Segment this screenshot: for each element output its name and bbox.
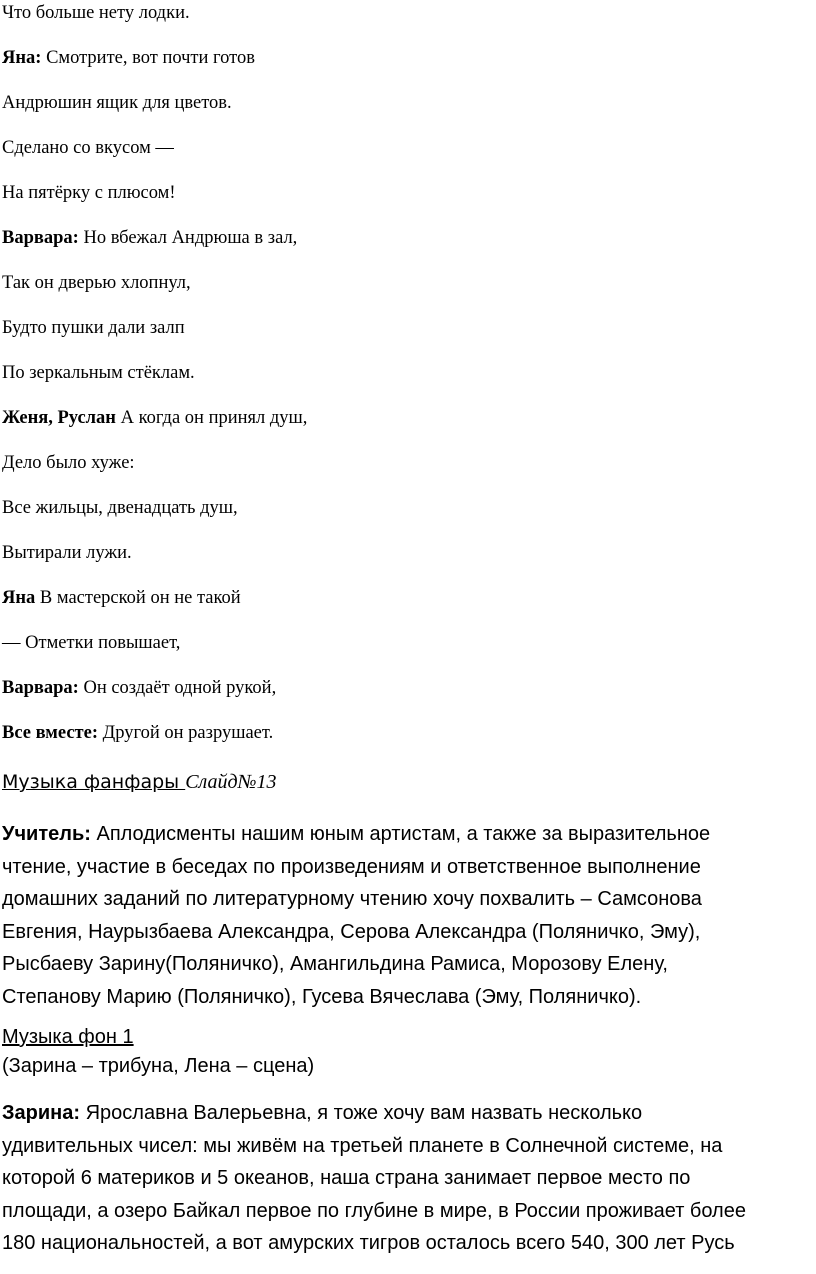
speaker-label: Яна: xyxy=(2,48,42,68)
paragraph-line: удивительных чисел: мы живём на третьей планете в Солнечной системе, на xyxy=(2,1134,723,1157)
speaker-label: Варвара: xyxy=(2,228,79,248)
paragraph-line: которой 6 материков и 5 океанов, наша страна занимает первое место по xyxy=(2,1167,691,1190)
verse-line xyxy=(2,2,190,24)
verse-line xyxy=(2,722,273,744)
verse-text: Андрюшин ящик для цветов. xyxy=(2,93,232,113)
verse-text: Так он дверью хлопнул, xyxy=(2,273,191,293)
verse-text: Другой он разрушает. xyxy=(98,723,274,743)
verse-line xyxy=(2,272,191,294)
verse-text: В мастерской он не такой xyxy=(35,588,241,608)
verse-text: Он создаёт одной рукой, xyxy=(78,678,277,698)
verse-line xyxy=(2,677,276,699)
paragraph-line: Степанову Марию (Поляничко), Гусева Вячеслава (Эму, Поляничко). xyxy=(2,985,642,1008)
music-fanfare-heading xyxy=(2,770,276,794)
verse-line xyxy=(2,407,307,429)
paragraph-text: Ярославна Валерьевна, я тоже хочу вам назвать несколько xyxy=(80,1102,643,1124)
verse-text: Сделано со вкусом — xyxy=(2,138,174,158)
music-label: Музыка фанфары xyxy=(2,771,186,793)
zarina-paragraph xyxy=(2,1097,802,1260)
verse-text: Вытирали лужи. xyxy=(2,543,132,563)
verse-text: Будто пушки дали залп xyxy=(2,318,185,338)
verse-text: На пятёрку с плюсом! xyxy=(2,183,176,203)
verse-text: Дело было хуже: xyxy=(2,453,135,473)
verse-text: Смотрите, вот почти готов xyxy=(41,48,255,68)
slide-number: Слайд№13 xyxy=(185,771,277,793)
verse-line xyxy=(2,47,255,69)
speaker-label: Варвара: xyxy=(2,678,79,698)
verse-text: — Отметки повышает, xyxy=(2,633,181,653)
verse-line xyxy=(2,632,180,654)
verse-text: Все жильцы, двенадцать душ, xyxy=(2,498,238,518)
speaker-label: Женя, Руслан xyxy=(2,408,116,428)
paragraph-line xyxy=(2,818,802,851)
stage-note: (Зарина – трибуна, Лена – сцена) xyxy=(2,1055,315,1077)
speaker-label: Все вместе: xyxy=(2,723,98,743)
verse-line xyxy=(2,497,238,519)
music-label: Музыка фон 1 xyxy=(2,1026,134,1048)
verse-line xyxy=(2,542,132,564)
verse-line xyxy=(2,182,176,204)
speaker-label: Зарина: xyxy=(2,1102,81,1124)
speaker-label: Учитель: xyxy=(2,823,91,845)
verse-text: А когда он принял душ, xyxy=(115,408,308,428)
verse-line xyxy=(2,452,135,474)
verse-line xyxy=(2,362,195,384)
verse-line xyxy=(2,92,232,114)
paragraph-line: Рысбаеву Зарину(Поляничко), Амангильдина Рамиса, Морозову Елену, xyxy=(2,953,668,976)
verse-line xyxy=(2,317,185,339)
paragraph-text: Аплодисменты нашим юным артистам, а также за выразительное xyxy=(90,823,711,845)
paragraph-line: площади, а озеро Байкал первое по глубине в мире, в России проживает более xyxy=(2,1199,746,1222)
verse-text: По зеркальным стёклам. xyxy=(2,363,195,383)
verse-line xyxy=(2,137,174,159)
music-background-block xyxy=(2,1023,314,1081)
verse-line xyxy=(2,587,241,609)
paragraph-line: 180 национальностей, а вот амурских тигров осталось всего 540, 300 лет Русь xyxy=(2,1232,735,1255)
paragraph-line: домашних заданий по литературному чтению хочу похвалить – Самсонова xyxy=(2,888,702,911)
verse-line xyxy=(2,227,297,249)
speaker-label: Яна xyxy=(2,588,36,608)
paragraph-line xyxy=(2,1097,802,1130)
paragraph-line: Евгения, Наурызбаева Александра, Серова Александра (Поляничко, Эму), xyxy=(2,920,701,943)
verse-text: Но вбежал Андрюша в зал, xyxy=(78,228,298,248)
verse-text: Что больше нету лодки. xyxy=(2,3,190,23)
paragraph-line: чтение, участие в беседах по произведениям и ответственное выполнение xyxy=(2,855,701,878)
teacher-paragraph xyxy=(2,818,802,1014)
